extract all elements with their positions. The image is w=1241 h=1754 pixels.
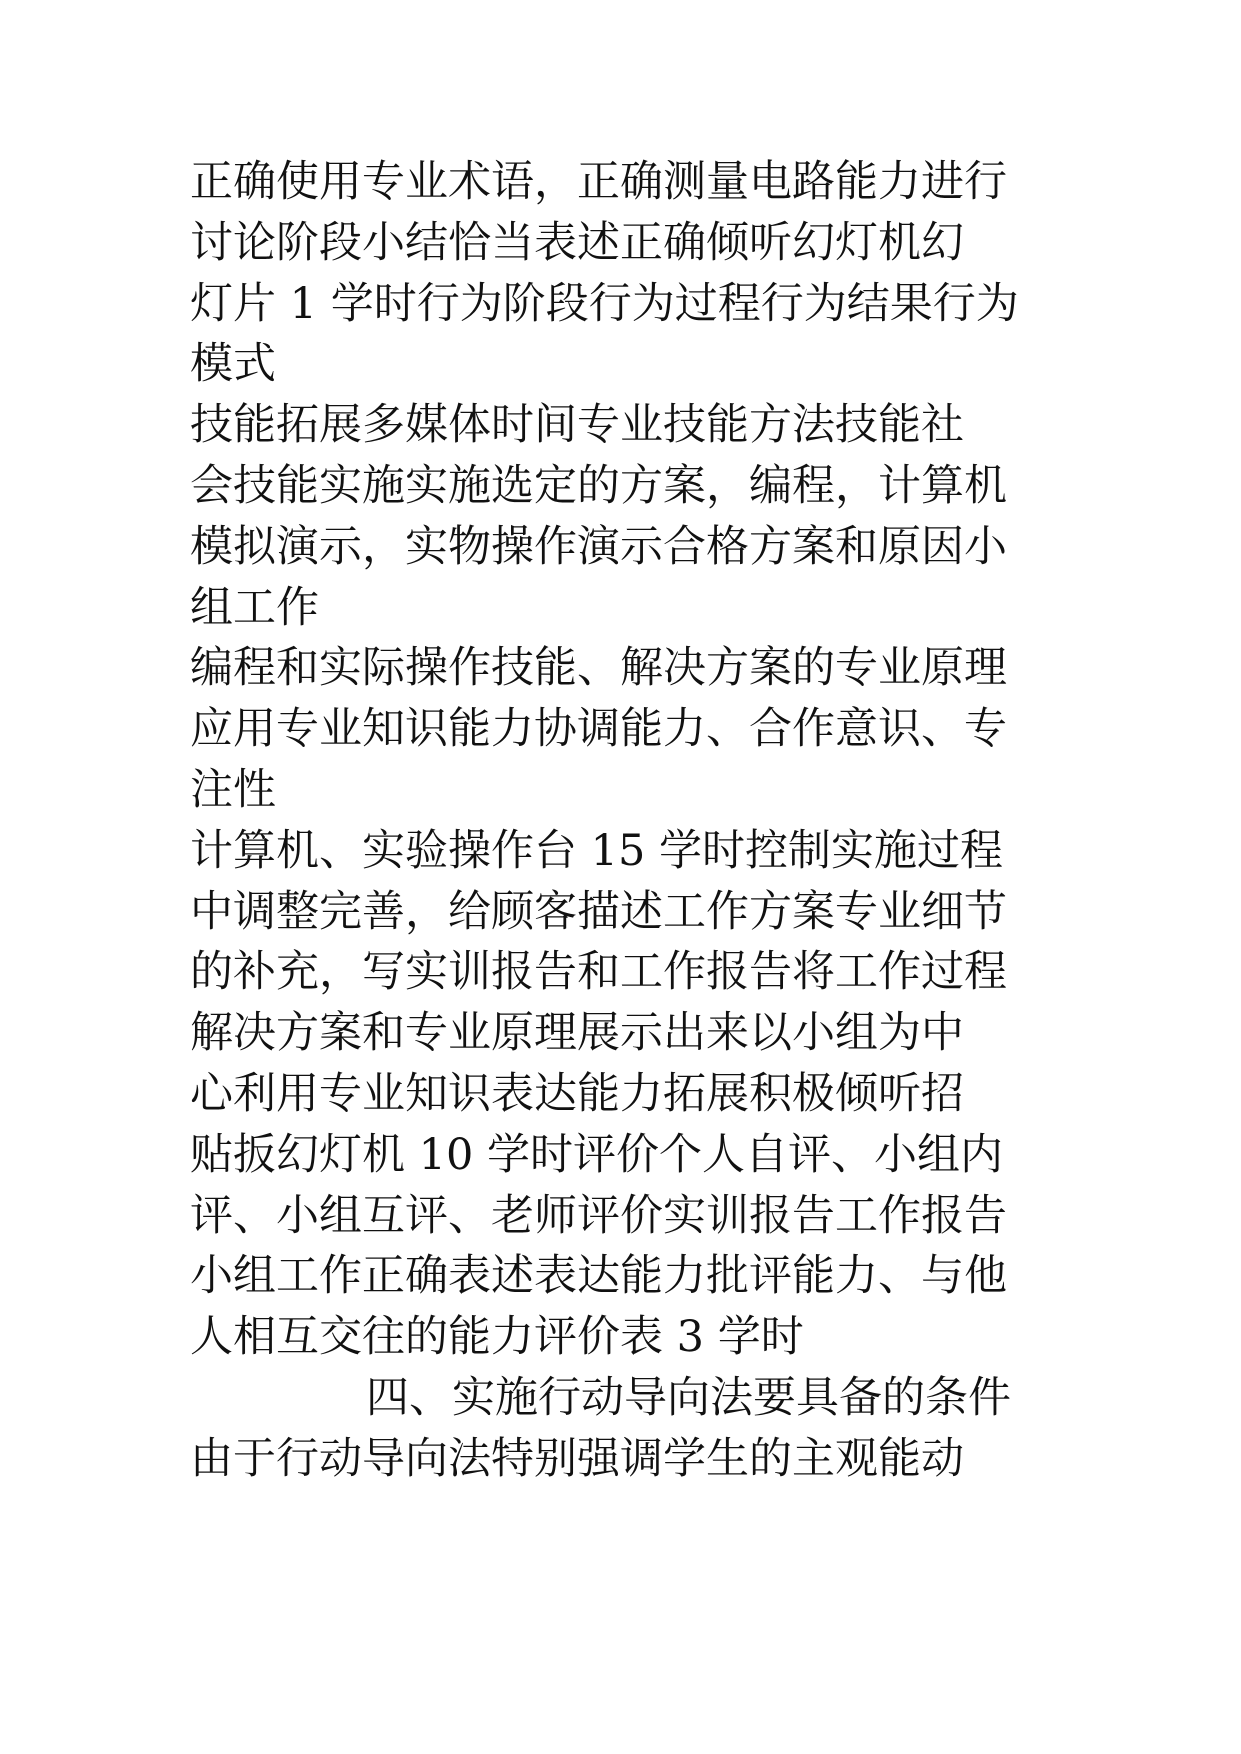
text-line: 应用专业知识能力协调能力、合作意识、专: [190, 704, 1007, 755]
text-line: 讨论阶段小结恰当表述正确倾听幻灯机幻: [190, 217, 964, 268]
text-line: 灯片 1 学时行为阶段行为过程行为结果行为: [190, 278, 1019, 329]
text-line: 贴扳幻灯机 10 学时评价个人自评、小组内: [190, 1129, 1004, 1180]
section-heading: 四、实施行动导向法要具备的条件: [366, 1372, 1011, 1423]
text-line: 的补充，写实训报告和工作报告将工作过程: [190, 947, 1007, 998]
text-line: 技能拓展多媒体时间专业技能方法技能社: [190, 400, 964, 451]
text-line: 小组工作正确表述表达能力批评能力、与他: [190, 1251, 1007, 1302]
text-line: 评、小组互评、老师评价实训报告工作报告: [190, 1190, 1007, 1241]
text-line: 注性: [190, 764, 276, 815]
text-line: 模式: [190, 339, 276, 390]
text-line: 正确使用专业术语，正确测量电路能力进行: [190, 157, 1007, 207]
text-line: 解决方案和专业原理展示出来以小组为中: [190, 1008, 964, 1059]
text-line: 组工作: [190, 582, 319, 633]
text-line: 会技能实施实施选定的方案，编程，计算机: [190, 460, 1007, 511]
text-line: 心利用专业知识表达能力拓展积极倾听招: [190, 1068, 964, 1119]
text-line: 人相互交往的能力评价表 3 学时: [190, 1312, 804, 1363]
body-text: [190, 152, 1070, 1490]
text-line: 模拟演示，实物操作演示合格方案和原因小: [190, 521, 1007, 572]
text-line: 由于行动导向法特别强调学生的主观能动: [190, 1433, 964, 1484]
text-line: 中调整完善，给顾客描述工作方案专业细节: [190, 886, 1007, 937]
text-line: 编程和实际操作技能、解决方案的专业原理: [190, 643, 1007, 694]
text-line: 计算机、实验操作台 15 学时控制实施过程: [190, 825, 1004, 876]
